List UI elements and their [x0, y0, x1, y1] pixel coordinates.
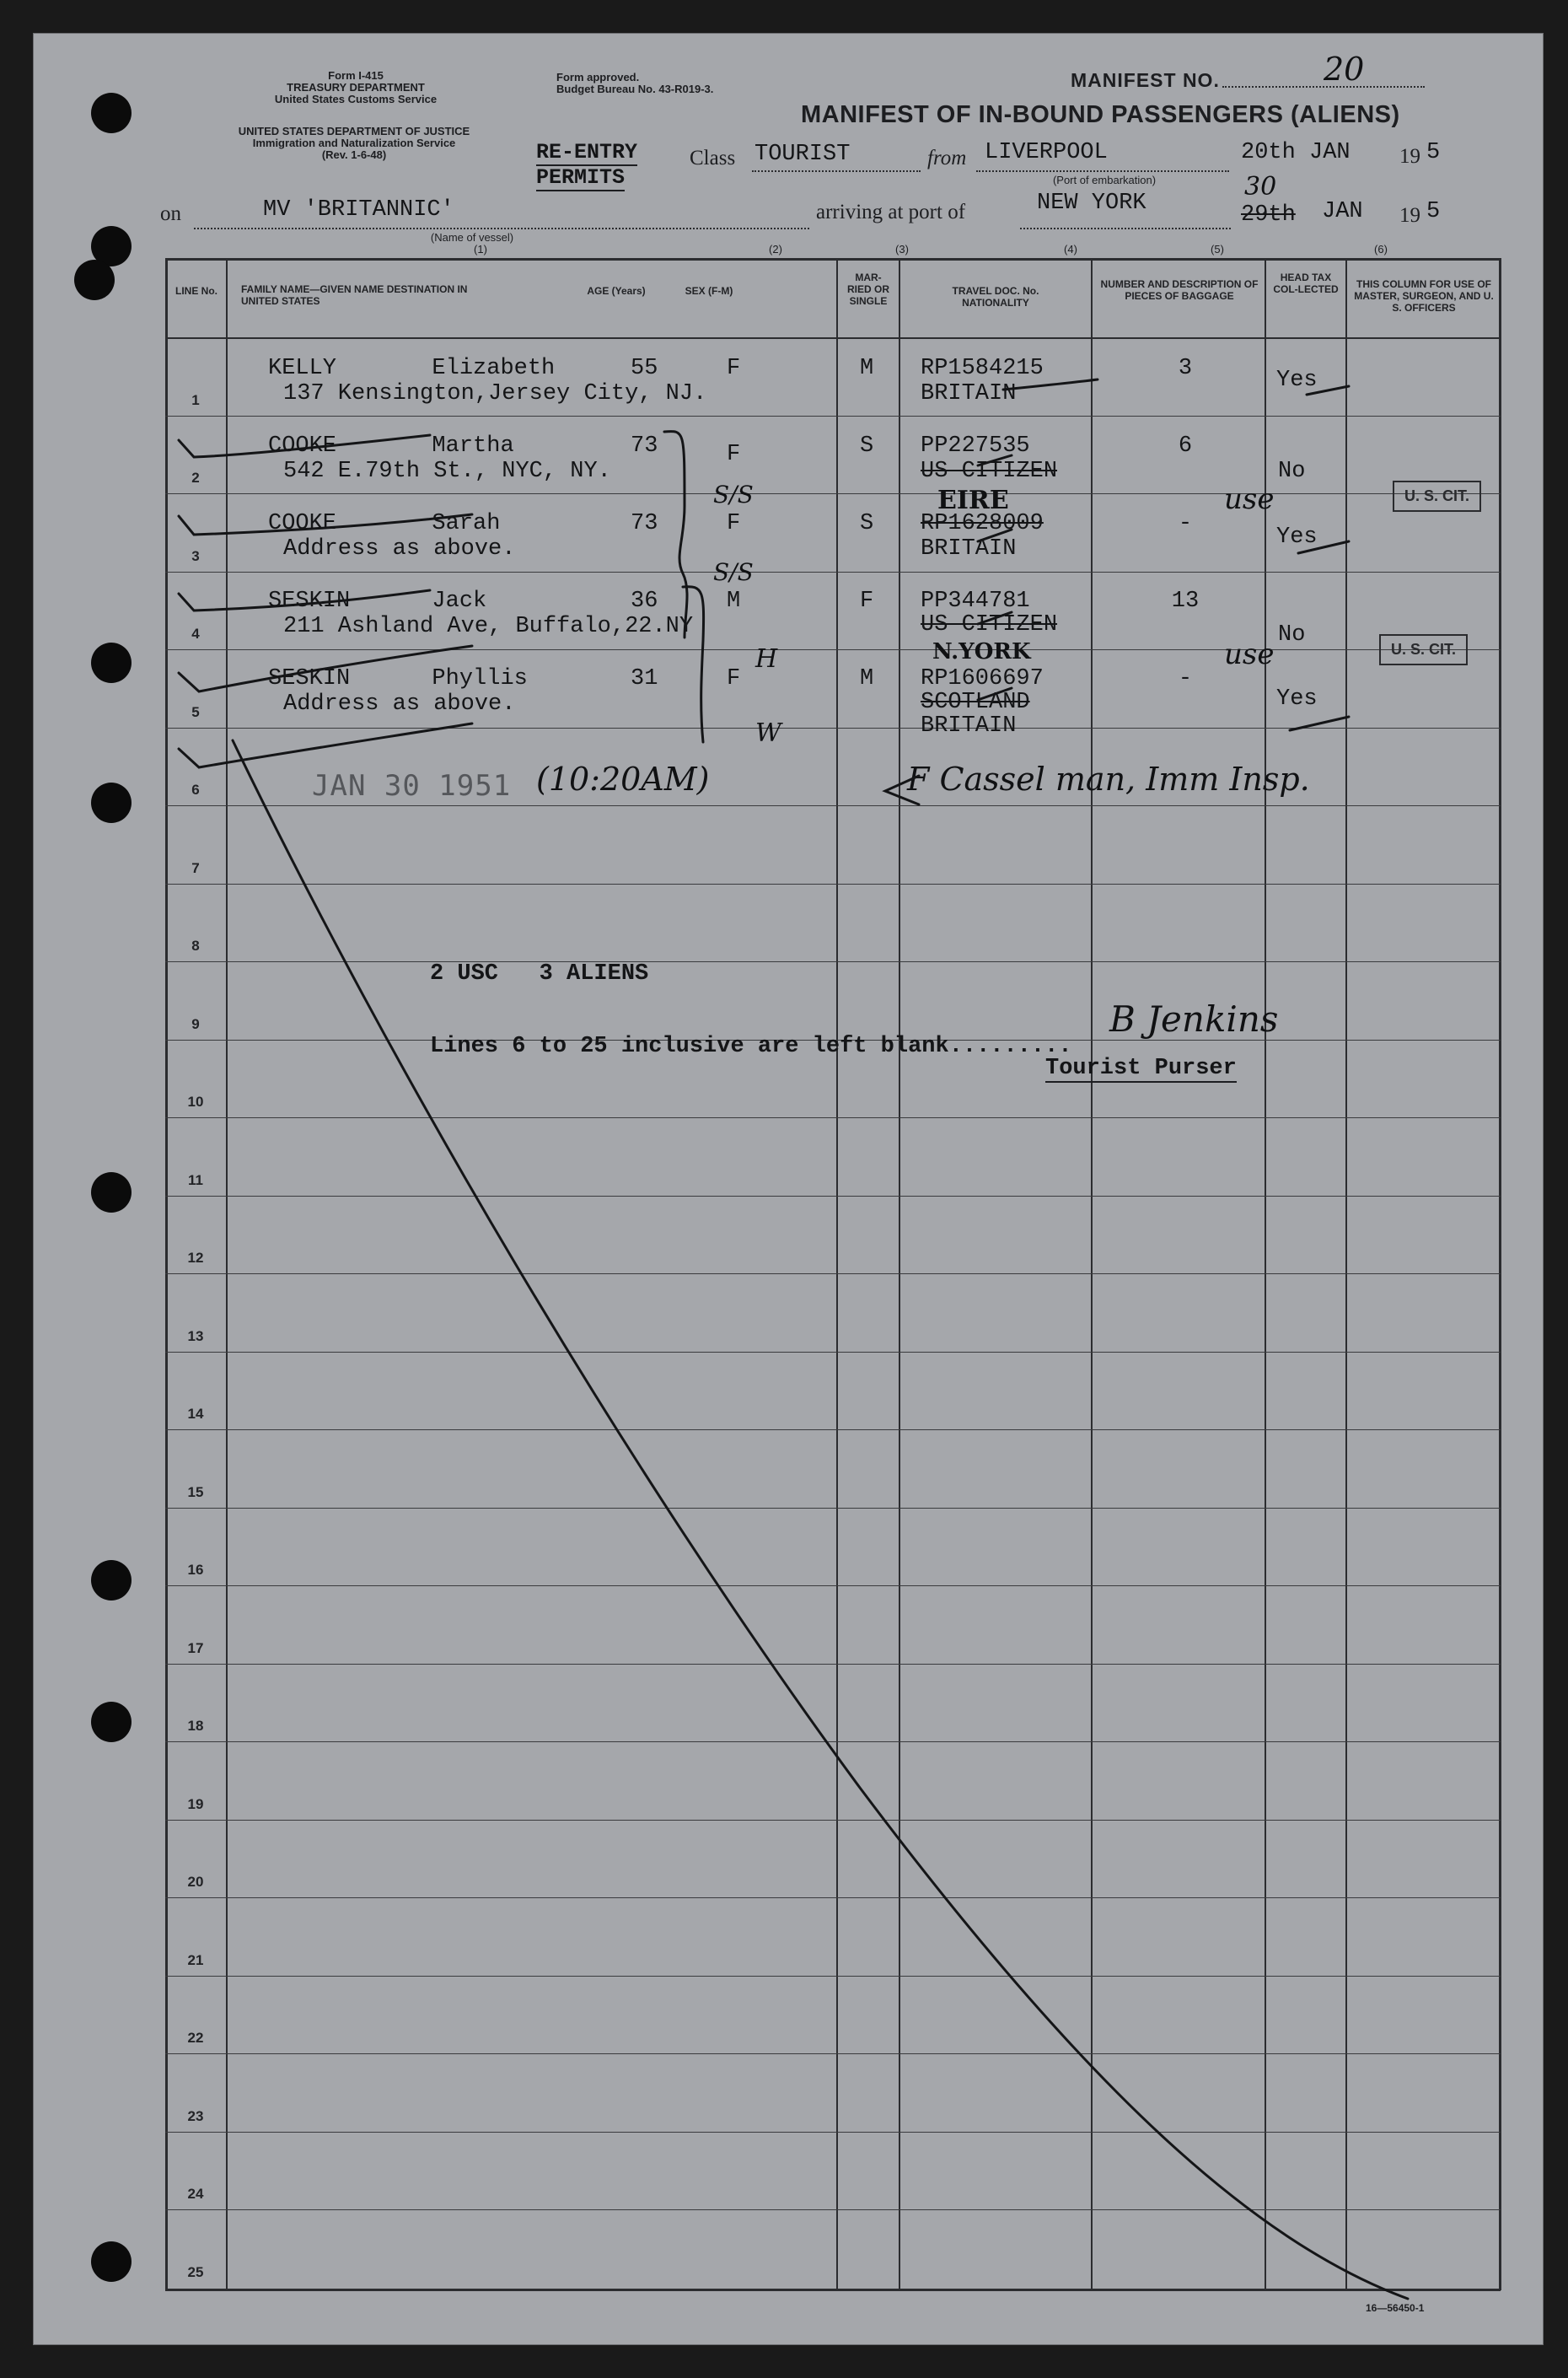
doc-tick: [978, 455, 1012, 465]
year-digit-2: 5: [1426, 199, 1441, 224]
check-mark: [179, 724, 472, 767]
on-label: on: [160, 202, 181, 225]
arrival-day-struck: 29th: [1241, 202, 1296, 228]
passenger-nationality: BRITAIN: [921, 381, 1017, 406]
arrival-month: JAN: [1322, 199, 1363, 224]
tax-tick: [1290, 717, 1349, 730]
customs-service: United States Customs Service: [274, 93, 438, 105]
column-number: (2): [769, 243, 782, 256]
row-number: 5: [191, 704, 200, 720]
col-header-headtax: HEAD TAX COL-LECTED: [1273, 272, 1339, 295]
check-mark: [179, 514, 472, 535]
passenger-baggage: 3: [1178, 356, 1193, 381]
use-annotation: use: [1224, 482, 1275, 516]
col-header-age: AGE (Years): [587, 285, 646, 297]
row-number: 20: [187, 1874, 204, 1890]
row-number: 14: [187, 1406, 204, 1422]
permits-label: PERMITS: [536, 165, 626, 190]
row-number: 19: [187, 1796, 204, 1812]
arriving-label: arriving at port of: [816, 201, 966, 223]
year-prefix-1: 19: [1399, 145, 1420, 168]
manifest-no-label: MANIFEST NO.: [1071, 69, 1220, 91]
passenger-married: F: [860, 589, 874, 614]
department-of-justice: UNITED STATES DEPARTMENT OF JUSTICE: [238, 125, 470, 137]
row-number: 21: [187, 1952, 204, 1968]
passenger-sex: M: [727, 589, 741, 614]
year-digit-1: 5: [1426, 140, 1441, 165]
row-number: 12: [187, 1250, 204, 1266]
col-header-married: MAR-RIED OR SINGLE: [846, 272, 889, 307]
passenger-nationality: US CITIZEN: [921, 612, 1058, 638]
passenger-married: S: [860, 511, 874, 536]
signature-arrow: [885, 776, 919, 804]
vessel-name: MV 'BRITANNIC': [263, 197, 454, 223]
revision-date: (Rev. 1-6-48): [321, 148, 387, 161]
doc-tick: [1003, 379, 1098, 390]
from-label: from: [927, 147, 967, 169]
passenger-headtax: Yes: [1276, 686, 1318, 712]
purser-signature: B Jenkins: [1109, 998, 1279, 1040]
passenger-doc: PP344781: [921, 589, 1030, 614]
row-number: 18: [187, 1718, 204, 1734]
passenger-age: 55: [631, 356, 658, 381]
passenger-baggage: 13: [1171, 589, 1200, 614]
footer-code: 16—56450-1: [1366, 2302, 1425, 2314]
row-number: 22: [187, 2030, 204, 2046]
tax-tick: [1307, 386, 1349, 395]
sister-annotation: S/S: [713, 558, 754, 586]
passenger-address: Address as above.: [283, 691, 516, 717]
passenger-headtax: Yes: [1276, 525, 1318, 550]
column-number: (1): [474, 243, 487, 256]
passenger-doc: RP1606697: [921, 666, 1044, 691]
passenger-nationality: BRITAIN: [921, 713, 1017, 739]
row-number: 11: [188, 1172, 203, 1188]
passenger-age: 73: [631, 433, 658, 459]
passenger-baggage: -: [1178, 511, 1193, 536]
us-citizen-stamp: U. S. CIT.: [1393, 481, 1481, 512]
row-number: 9: [191, 1016, 200, 1032]
passenger-name: SESKIN Jack: [268, 589, 487, 614]
passenger-doc: RP1584215: [921, 356, 1044, 381]
col-header-baggage: NUMBER AND DESCRIPTION OF PIECES OF BAGGAGE: [1100, 278, 1259, 302]
husband-annotation: H: [755, 644, 778, 674]
pen-marks: [34, 34, 1543, 2344]
row-number: 25: [187, 2264, 204, 2280]
column-number: (3): [895, 243, 909, 256]
passenger-married: M: [860, 356, 874, 381]
arrival-time: (10:20AM): [536, 761, 710, 798]
passenger-sex: F: [727, 356, 741, 381]
blank-lines-note: Lines 6 to 25 inclusive are left blank.........: [430, 1034, 1072, 1059]
column-number: (6): [1374, 243, 1388, 256]
row-number: 4: [191, 626, 200, 642]
col-header-doc: TRAVEL DOC. No. NATIONALITY: [952, 285, 1039, 309]
tax-tick: [1298, 541, 1349, 553]
row-number: 23: [187, 2108, 204, 2124]
col-header-name: FAMILY NAME—GIVEN NAME DESTINATION IN UNITED STATES: [241, 283, 468, 307]
reentry-label: RE-ENTRY: [536, 140, 638, 164]
purser-title: Tourist Purser: [1045, 1056, 1237, 1081]
row-number: 10: [187, 1094, 204, 1110]
col-header-officers: THIS COLUMN FOR USE OF MASTER, SURGEON, AND U. S. OFFICERS: [1354, 278, 1494, 314]
col-header-sex: SEX (F-M): [685, 285, 733, 297]
date-stamp: JAN 30 1951: [312, 769, 512, 803]
passenger-address: 211 Ashland Ave, Buffalo,22.NY: [283, 614, 694, 639]
vessel-caption: (Name of vessel): [430, 231, 514, 244]
year-prefix-2: 19: [1399, 204, 1420, 227]
row-number: 3: [191, 548, 200, 564]
passenger-headtax: No: [1278, 459, 1306, 484]
from-value: LIVERPOOL: [985, 140, 1108, 165]
sister-bracket: [664, 432, 687, 638]
passenger-married: S: [860, 433, 874, 459]
doc-tick: [978, 530, 1012, 541]
row-number: 8: [191, 938, 200, 954]
manifest-title: MANIFEST OF IN-BOUND PASSENGERS (ALIENS): [801, 101, 1400, 128]
inspector-signature: F Cassel man, Imm Insp.: [907, 761, 1310, 798]
use-annotation: use: [1224, 638, 1275, 671]
passenger-address: 542 E.79th St., NYC, NY.: [283, 459, 611, 484]
column-number: (4): [1064, 243, 1077, 256]
manifest-no-value: 20: [1324, 51, 1365, 88]
port-embarkation-caption: (Port of embarkation): [1052, 174, 1157, 186]
passenger-name: COOKE Sarah: [268, 511, 501, 536]
row-number: 7: [191, 860, 200, 876]
passenger-nationality: US CITIZEN: [921, 459, 1058, 484]
cancel-line: [233, 740, 1408, 2299]
passenger-doc: PP227535: [921, 433, 1030, 459]
wife-annotation: W: [755, 718, 781, 748]
check-mark: [179, 435, 430, 457]
row-number: 1: [191, 392, 200, 408]
row-number: 13: [187, 1328, 204, 1344]
nyork-annotation: N.YORK: [932, 639, 1031, 664]
departure-date: 20th JAN: [1241, 140, 1351, 165]
eire-annotation: EIRE: [937, 486, 1009, 515]
check-mark: [179, 590, 430, 611]
row-number: 17: [187, 1640, 204, 1656]
row-number: 2: [191, 470, 200, 486]
passenger-baggage: 6: [1178, 433, 1193, 459]
manifest-page: [34, 34, 1543, 2344]
passenger-age: 73: [631, 511, 658, 536]
immigration-service: Immigration and Naturalization Service: [252, 137, 456, 149]
passenger-nationality-struck: SCOTLAND: [921, 690, 1030, 715]
passenger-age: 31: [631, 666, 658, 691]
treasury-department: TREASURY DEPARTMENT: [287, 81, 425, 94]
passenger-headtax: No: [1278, 622, 1306, 648]
passenger-sex: F: [727, 511, 741, 536]
doc-tick: [978, 612, 1012, 624]
passenger-nationality: BRITAIN: [921, 536, 1017, 562]
doc-tick: [978, 688, 1012, 700]
row-number: 15: [187, 1484, 204, 1500]
passenger-headtax: Yes: [1276, 368, 1318, 393]
row-number: 16: [187, 1562, 204, 1578]
check-mark: [179, 646, 472, 691]
passenger-counts: 2 USC 3 ALIENS: [430, 961, 649, 987]
class-value: TOURIST: [754, 142, 851, 167]
form-number: Form I-415: [328, 69, 384, 82]
budget-bureau: Budget Bureau No. 43-R019-3.: [556, 83, 714, 95]
passenger-name: COOKE Martha: [268, 433, 514, 459]
us-citizen-stamp: U. S. CIT.: [1379, 634, 1468, 665]
col-header-line: LINE No.: [175, 285, 217, 297]
passenger-sex: F: [727, 442, 741, 467]
passenger-address: Address as above.: [283, 536, 516, 562]
passenger-married: M: [860, 666, 874, 691]
passenger-name: SESKIN Phyllis: [268, 666, 528, 691]
passenger-name: KELLY Elizabeth: [268, 356, 556, 381]
row-number: 24: [187, 2186, 204, 2202]
column-number: (5): [1211, 243, 1224, 256]
passenger-age: 36: [631, 589, 658, 614]
class-label: Class: [690, 147, 736, 169]
form-approved: Form approved.: [556, 71, 640, 83]
sister-annotation: S/S: [713, 481, 754, 508]
arrival-day-corrected: 30: [1244, 172, 1277, 202]
passenger-sex: F: [727, 666, 741, 691]
passenger-baggage: -: [1178, 666, 1193, 691]
passenger-doc: RP1628009: [921, 511, 1044, 536]
arrival-port: NEW YORK: [1037, 191, 1146, 216]
row-number: 6: [191, 782, 200, 798]
passenger-address: 137 Kensington,Jersey City, NJ.: [283, 381, 707, 406]
